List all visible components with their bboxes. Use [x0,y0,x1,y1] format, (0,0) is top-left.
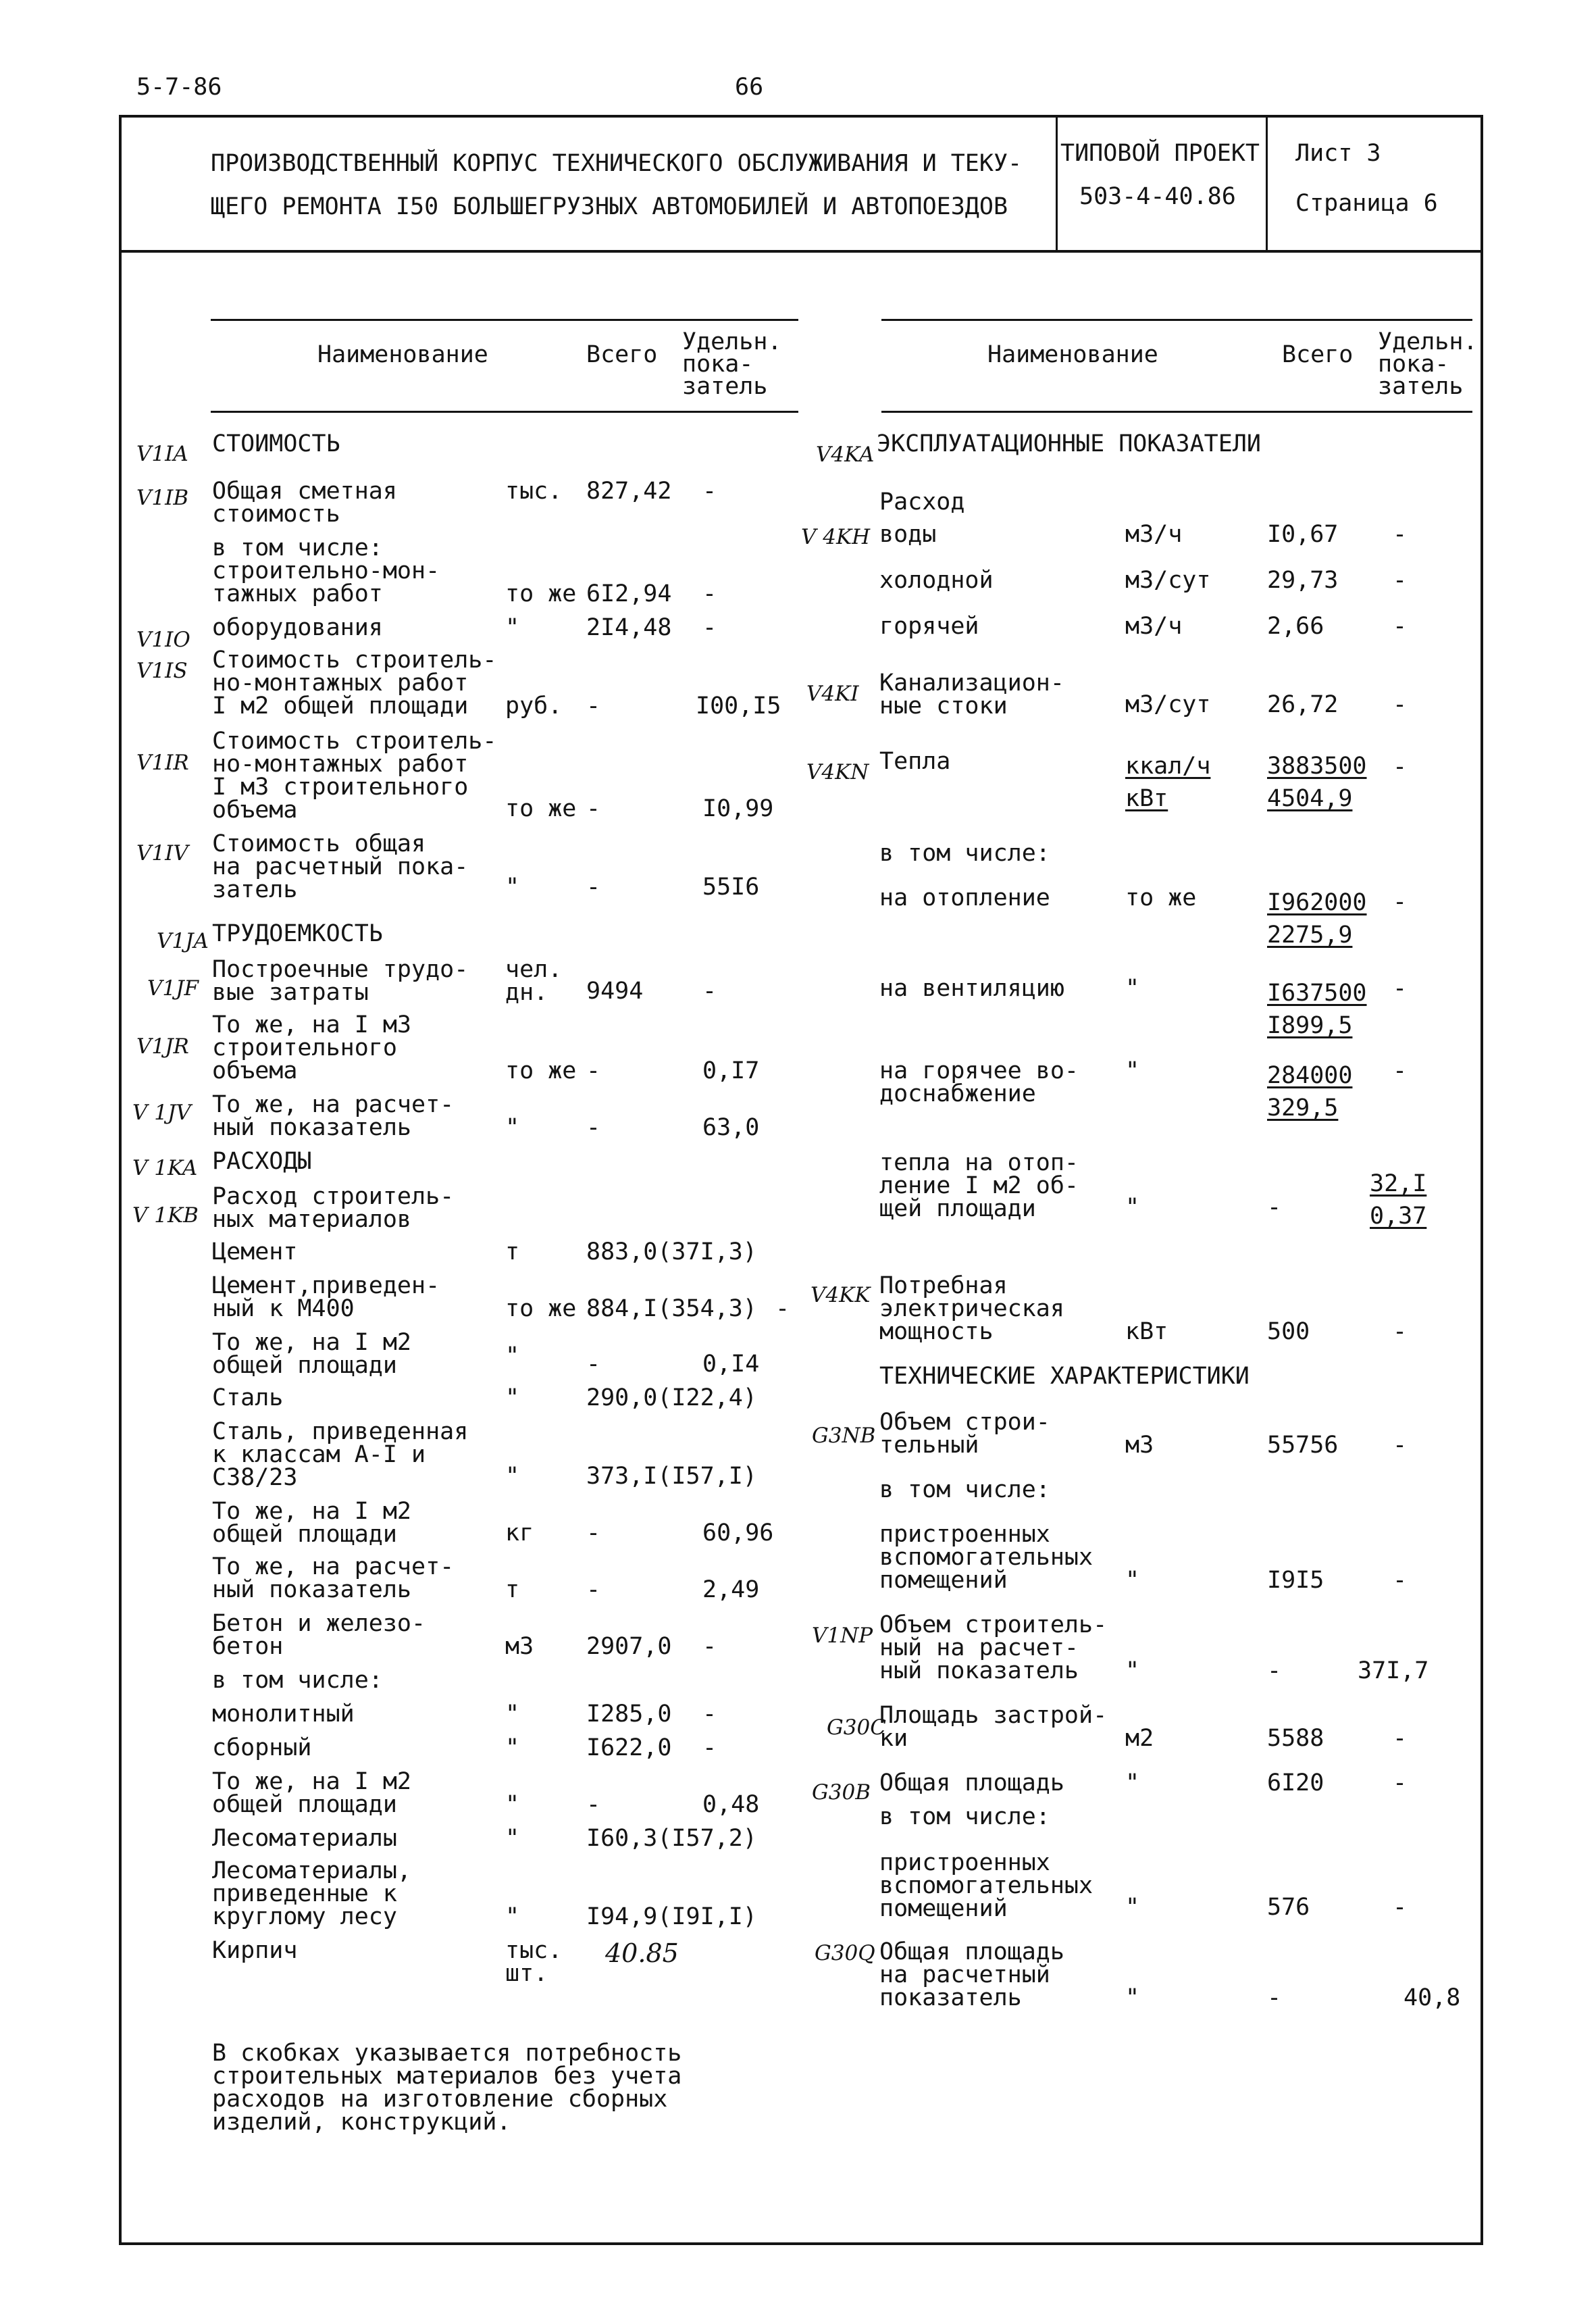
left-row-spec: 55I6 [702,874,760,901]
right-row-unit: " [1125,1769,1140,1796]
right-row-total: 3883500 4504,9 [1267,753,1367,812]
left-row-name: в том числе: [212,1667,383,1694]
header-divider-1 [1056,115,1058,251]
left-row-total-handwritten: 40.85 [605,1938,679,1968]
left-row-code: V1IV [136,841,188,865]
left-row-code: V 1KA [132,1156,198,1180]
frame-top [119,115,1483,118]
right-row-name: пристроенных вспомогательных помещений [879,1849,1093,1922]
left-col-total: Всего [586,341,658,368]
left-row-name: СТОИМОСТЬ [212,430,340,457]
right-row-total: 500 [1267,1318,1310,1345]
right-row-total: 6I20 [1267,1769,1324,1796]
left-row-unit: " [505,1825,520,1852]
right-row-spec: 40,8 [1404,1984,1461,2011]
page-label: Страница 6 [1295,190,1438,217]
right-row-total: I637500 I899,5 [1267,980,1367,1039]
right-row-spec: - [1393,521,1408,548]
right-row-unit: " [1125,1657,1140,1684]
right-row-total: 5588 [1267,1725,1324,1752]
left-row-name: в том числе: строительно-мон- тажных работ [212,534,440,607]
right-row-unit: м3/сут [1125,567,1211,594]
right-row-name: Площадь застрой- ки [879,1702,1108,1752]
header-divider-2 [1266,115,1268,251]
left-row-unit: то же [505,1057,577,1084]
right-row-spec: - [1393,1318,1408,1345]
right-row-name: тепла на отоп- ление I м2 об- щей площади [879,1149,1079,1222]
left-row-unit: " [505,614,520,641]
right-row-code: G30C [827,1715,886,1740]
left-row-name: Лесоматериалы, приведенные к круглому лесу [212,1857,412,1930]
left-row-code: V1IB [136,486,189,510]
left-row-total: - [586,1519,601,1546]
right-row-name: Объем строи- тельный [879,1409,1050,1459]
right-row-code: V4KK [810,1283,871,1307]
right-row-name: ТЕХНИЧЕСКИЕ ХАРАКТЕРИСТИКИ [879,1363,1250,1390]
left-row-total: - [586,693,601,720]
left-row-name: РАСХОДЫ [212,1148,312,1175]
right-row-unit: " [1125,1894,1140,1921]
left-row-name: Стоимость строитель- но-монтажных работ I м3 строительного объема [212,728,497,824]
left-row-name: То же, на I м2 общей площади [212,1498,412,1548]
header-bottom [119,250,1483,253]
left-row-unit: " [505,874,520,901]
right-header-bottom [881,411,1472,413]
left-row-total: 9494 [586,978,644,1005]
right-header-top [881,319,1472,321]
left-row-spec: - [702,478,717,505]
left-header-bottom [211,411,798,413]
right-row-spec: - [1393,753,1408,780]
left-row-name: ТРУДОЕМКОСТЬ [212,920,383,947]
project-number: 503-4-40.86 [1079,183,1236,210]
right-row-name: Канализацион- ные стоки [879,670,1064,720]
left-row-spec: - [702,614,717,641]
left-row-name: Расход строитель- ных материалов [212,1183,455,1233]
right-row-name: Общая площадь [879,1769,1064,1796]
left-row-unit: кг [505,1519,534,1546]
left-row-spec: - [702,978,717,1005]
right-row-total: I962000 2275,9 [1267,889,1367,949]
left-row-unit: т [505,1576,520,1603]
sheet-label: Лист 3 [1295,140,1381,167]
right-row-code: V4KN [806,760,869,784]
header-title: ПРОИЗВОДСТВЕННЫЙ КОРПУС ТЕХНИЧЕСКОГО ОБСЛУЖИВАНИЯ И ТЕКУ- ЩЕГО РЕМОНТА I50 БОЛЬШЕГРУЗНЫХ АВТОМОБИЛЕЙ И АВТОПОЕЗДОВ [211,150,1023,220]
right-row-total: 26,72 [1267,691,1339,718]
right-row-spec: - [1393,1894,1408,1921]
left-row-unit: " [505,1701,520,1728]
right-row-code: G3NB [812,1424,876,1448]
left-row-total: 2907,0 [586,1633,672,1660]
right-row-name: Тепла [879,748,951,775]
left-row-name: То же, на I м3 строительного объема [212,1011,412,1084]
right-row-total: 284000 329,5 [1267,1062,1353,1122]
right-row-total: - [1267,1657,1282,1684]
left-row-spec: - [702,1633,717,1660]
right-row-name: воды [879,521,937,548]
left-row-spec: 60,96 [702,1519,774,1546]
left-row-spec: - [702,580,717,607]
right-row-code: G30B [812,1780,871,1805]
left-row-code: V1IO [136,628,190,652]
left-row-unit: " [505,1342,520,1369]
right-row-name: холодной [879,567,994,594]
footnote: В скобках указывается потребность строительных материалов без учета расходов на изготовление сборных изделий, конструкций. [212,2040,682,2136]
left-row-name: оборудования [212,614,383,641]
right-row-total: 55756 [1267,1432,1339,1459]
frame-bottom [119,2242,1483,2245]
left-row-spec: - [702,1734,717,1761]
left-row-name: Общая сметная стоимость [212,478,397,528]
right-row-unit: ккал/ч кВт [1125,753,1211,812]
right-row-unit: м3/ч [1125,521,1183,548]
left-row-name: То же, на I м2 общей площади [212,1768,412,1818]
left-col-name: Наименование [317,341,488,368]
right-row-spec: - [1393,1432,1408,1459]
left-row-spec: - [775,1295,790,1322]
left-row-name: Цемент,приведен- ный к М400 [212,1272,440,1322]
left-row-unit: " [505,1791,520,1818]
right-row-spec: - [1393,975,1408,1002]
right-row-spec: - [1393,888,1408,915]
left-row-total: - [586,795,601,822]
left-row-code: V1IA [136,442,188,466]
right-row-name: в том числе: [879,1803,1050,1830]
left-row-spec: 63,0 [702,1114,760,1141]
right-row-spec: - [1393,691,1408,718]
left-row-code: V1JF [147,976,199,1001]
left-row-spec: 0,I7 [702,1057,760,1084]
document-code: 5-7-86 [136,74,222,101]
left-row-name: Сталь [212,1384,284,1411]
left-row-total: 290,0(I22,4) [586,1384,757,1411]
left-row-name: Стоимость общая на расчетный пока- затель [212,830,469,903]
left-row-total: I622,0 [586,1734,672,1761]
right-row-total: I0,67 [1267,521,1339,548]
left-row-name: Сталь, приведенная к классам А-I и С38/23 [212,1418,469,1491]
right-row-unit: кВт [1125,1318,1168,1345]
right-row-total: I9I5 [1267,1567,1324,1594]
left-row-name: сборный [212,1734,312,1761]
left-row-total: I94,9(I9I,I) [586,1903,757,1930]
left-col-specific: Удельн. пока- затель [682,328,782,400]
left-row-name: То же, на расчет- ный показатель [212,1091,455,1141]
right-row-name: в том числе: [879,1476,1050,1503]
left-row-total: 884,I(354,3) [586,1295,757,1322]
right-row-unit: " [1125,1057,1140,1084]
right-row-name: Потребная электрическая мощность [879,1272,1064,1345]
right-row-name: Общая площадь на расчетный показатель [879,1938,1064,2011]
left-row-name: Бетон и железо- бетон [212,1610,426,1660]
right-row-name: на вентиляцию [879,975,1064,1002]
left-row-name: Построечные трудо- вые затраты [212,956,469,1006]
right-row-spec: - [1393,1567,1408,1594]
right-row-code: V4KA [816,443,875,467]
left-row-total: - [586,874,601,901]
right-row-name: на отопление [879,884,1050,911]
left-row-unit: т [505,1238,520,1265]
right-row-unit: " [1125,975,1140,1002]
left-row-unit: " [505,1463,520,1490]
left-row-code: V 1JV [132,1101,191,1125]
right-row-name: пристроенных вспомогательных помещений [879,1521,1093,1594]
left-row-name: Стоимость строитель- но-монтажных работ I м2 общей площади [212,647,497,720]
left-row-name: Цемент [212,1238,298,1265]
right-row-unit: м3/ч [1125,613,1183,640]
left-row-unit: тыс. шт. [505,1937,563,1987]
frame-right [1481,115,1483,2245]
right-row-unit: то же [1125,884,1197,911]
right-col-name: Наименование [987,341,1158,368]
left-row-name: монолитный [212,1701,355,1728]
left-row-total: - [586,1791,601,1818]
right-row-unit: м3 [1125,1432,1154,1459]
right-row-unit: м2 [1125,1725,1154,1752]
left-row-total: - [586,1576,601,1603]
left-row-code: V1IS [136,659,188,683]
left-row-unit: то же [505,580,577,607]
left-row-code: V 1KB [132,1203,199,1228]
left-row-name: То же, на расчет- ный показатель [212,1553,455,1603]
right-row-total: 29,73 [1267,567,1339,594]
left-row-spec: I00,I5 [696,693,781,720]
right-row-unit: м3/сут [1125,691,1211,718]
right-row-name: в том числе: [879,840,1050,867]
right-row-name: на горячее во- доснабжение [879,1057,1079,1107]
left-row-name: То же, на I м2 общей площади [212,1329,412,1379]
left-row-total: 373,I(I57,I) [586,1463,757,1490]
left-row-unit: м3 [505,1633,534,1660]
right-row-spec: 32,I 0,37 [1370,1170,1427,1230]
left-row-total: 883,0(37I,3) [586,1238,757,1265]
right-row-name: Расход [879,488,965,515]
left-row-spec: I0,99 [702,795,774,822]
right-row-spec: - [1393,567,1408,594]
right-row-code: V4KI [806,682,859,706]
left-row-unit: то же [505,795,577,822]
left-row-unit: " [505,1734,520,1761]
left-row-unit: чел. дн. [505,956,563,1006]
right-row-spec: - [1393,1769,1408,1796]
page-number: 66 [735,74,764,101]
left-header-top [211,319,798,321]
left-row-total: 2I4,48 [586,614,672,641]
right-row-name: ЭКСПЛУАТАЦИОННЫЕ ПОКАЗАТЕЛИ [877,430,1261,457]
right-row-spec: - [1393,1725,1408,1752]
left-row-code: V1JR [136,1034,189,1059]
right-col-specific: Удельн. пока- затель [1378,328,1478,400]
left-row-code: V1IR [136,751,189,775]
right-row-unit: " [1125,1194,1140,1221]
right-row-total: - [1267,1984,1282,2011]
right-row-total: - [1267,1194,1282,1221]
left-row-total: - [586,1351,601,1378]
left-row-spec: 2,49 [702,1576,760,1603]
right-row-total: 576 [1267,1894,1310,1921]
left-row-spec: 0,I4 [702,1351,760,1378]
frame-left [119,115,122,2245]
left-row-total: I285,0 [586,1701,672,1728]
left-row-total: - [586,1114,601,1141]
right-row-spec: 37I,7 [1358,1657,1429,1684]
left-row-unit: " [505,1114,520,1141]
right-row-unit: " [1125,1567,1140,1594]
left-row-unit: руб. [505,693,563,720]
left-row-unit: " [505,1903,520,1930]
right-row-name: Объем строитель- ный на расчет- ный показатель [879,1611,1108,1684]
left-row-total: 827,42 [586,478,672,505]
left-row-name: Кирпич [212,1937,298,1964]
left-row-total: - [586,1057,601,1084]
left-row-unit: то же [505,1295,577,1322]
left-row-total: 6I2,94 [586,580,672,607]
right-row-code: V1NP [812,1624,873,1648]
right-row-spec: - [1393,613,1408,640]
left-row-unit: " [505,1384,520,1411]
right-row-name: горячей [879,613,979,640]
right-row-total: 2,66 [1267,613,1324,640]
right-row-code: V 4KH [801,525,871,549]
project-label: ТИПОВОЙ ПРОЕКТ [1060,140,1260,167]
left-row-unit: тыс. [505,478,563,505]
right-row-code: G30Q [815,1941,875,1965]
left-row-spec: 0,48 [702,1791,760,1818]
left-row-name: Лесоматериалы [212,1825,397,1852]
right-col-total: Всего [1282,341,1354,368]
left-row-total: I60,3(I57,2) [586,1825,757,1852]
right-row-unit: " [1125,1984,1140,2011]
left-row-spec: - [702,1701,717,1728]
left-row-code: V1JA [157,929,209,953]
right-row-spec: - [1393,1057,1408,1084]
